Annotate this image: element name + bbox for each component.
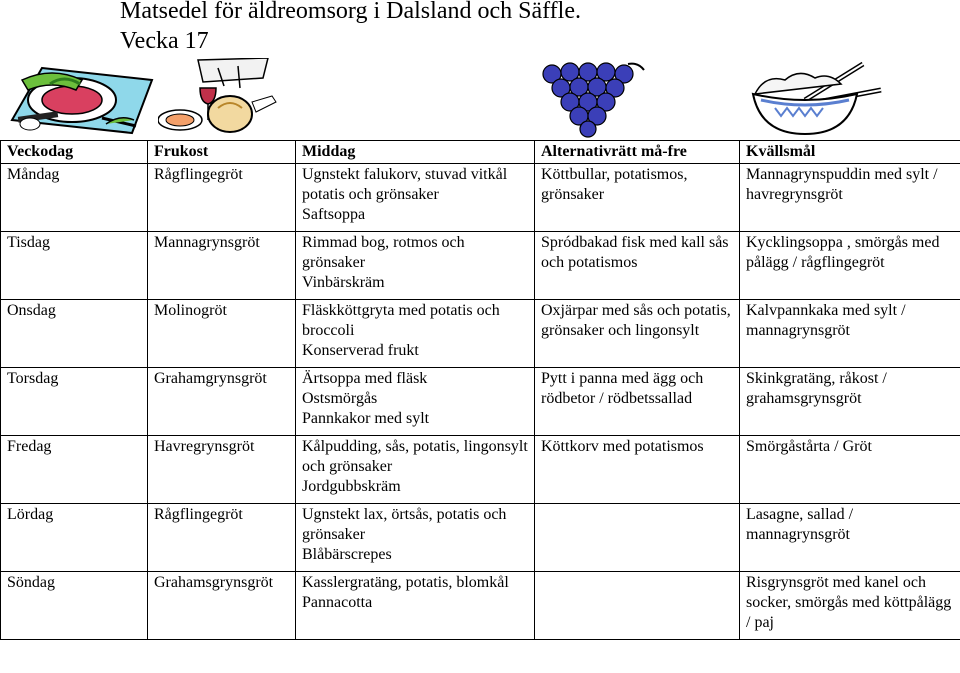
kvallsmal-cell: Kalvpannkaka med sylt / mannagrynsgröt bbox=[740, 300, 960, 368]
wine-dinner-clipart-icon bbox=[158, 58, 283, 136]
alternativ-cell: Spródbakad fisk med kall sås och potatismos bbox=[535, 232, 740, 300]
frukost-cell: Havregrynsgröt bbox=[148, 436, 296, 504]
middag-line: Vinbärskräm bbox=[302, 274, 385, 291]
middag-cell bbox=[296, 436, 535, 504]
day-cell: Torsdag bbox=[1, 368, 148, 436]
kvallsmal-cell: Risgrynsgröt med kanel och socker, smörgås med köttpålägg / paj bbox=[740, 572, 960, 640]
middag-cell bbox=[296, 300, 535, 368]
table-row bbox=[1, 300, 960, 368]
kvallsmal-cell: Lasagne, sallad / mannagrynsgröt bbox=[740, 504, 960, 572]
middag-cell bbox=[296, 504, 535, 572]
kvallsmal-cell: Mannagrynspuddin med sylt / havregrynsgröt bbox=[740, 164, 960, 232]
middag-line: Pannkakor med sylt bbox=[302, 410, 430, 427]
table-row bbox=[1, 232, 960, 300]
rice-bowl-chopsticks-icon bbox=[745, 60, 885, 138]
table-row bbox=[1, 572, 960, 640]
frukost-cell: Mannagrynsgröt bbox=[148, 232, 296, 300]
middag-line: Ugnstekt lax, örtsås, potatis och grönsaker bbox=[302, 506, 507, 543]
table-row bbox=[1, 368, 960, 436]
day-cell: Tisdag bbox=[1, 232, 148, 300]
alternativ-cell: Oxjärpar med sås och potatis, grönsaker och lingonsylt bbox=[535, 300, 740, 368]
middag-line: Rimmad bog, rotmos och grönsaker bbox=[302, 234, 465, 271]
food-plate-clipart-icon bbox=[2, 58, 162, 136]
middag-line: Ostsmörgås bbox=[302, 390, 378, 407]
day-cell: Söndag bbox=[1, 572, 148, 640]
frukost-cell: Rågflingegröt bbox=[148, 164, 296, 232]
header-frukost: Frukost bbox=[148, 141, 296, 164]
title-line-2: Vecka 17 bbox=[120, 28, 209, 54]
middag-line: Pannacotta bbox=[302, 594, 373, 611]
kvallsmal-cell: Skinkgratäng, råkost / grahamsgrynsgröt bbox=[740, 368, 960, 436]
title-line-1: Matsedel för äldreomsorg i Dalsland och Säffle. bbox=[120, 0, 581, 24]
day-cell: Onsdag bbox=[1, 300, 148, 368]
table-row bbox=[1, 436, 960, 504]
grapes-clipart-icon bbox=[538, 60, 648, 138]
middag-line: Fläskköttgryta med potatis och broccoli bbox=[302, 302, 500, 339]
kvallsmal-cell: Kycklingsoppa , smörgås med pålägg / rågflingegröt bbox=[740, 232, 960, 300]
middag-line: Ugnstekt falukorv, stuvad vitkål potatis och grönsaker bbox=[302, 166, 508, 203]
middag-cell bbox=[296, 572, 535, 640]
middag-line: Kasslergratäng, potatis, blomkål bbox=[302, 574, 509, 591]
header-middag: Middag bbox=[296, 141, 535, 164]
table-row bbox=[1, 164, 960, 232]
middag-line: Konserverad frukt bbox=[302, 342, 419, 359]
alternativ-cell bbox=[535, 572, 740, 640]
middag-line: Ärtsoppa med fläsk bbox=[302, 370, 428, 387]
middag-line: Kålpudding, sås, potatis, lingonsylt och grönsaker bbox=[302, 438, 528, 475]
header-veckodag: Veckodag bbox=[1, 141, 148, 164]
frukost-cell: Grahamgrynsgröt bbox=[148, 368, 296, 436]
middag-cell bbox=[296, 164, 535, 232]
day-cell: Fredag bbox=[1, 436, 148, 504]
header-kvallsmal: Kvällsmål bbox=[740, 141, 960, 164]
table-row bbox=[1, 504, 960, 572]
middag-line: Blåbärscrepes bbox=[302, 546, 392, 563]
frukost-cell: Grahamsgrynsgröt bbox=[148, 572, 296, 640]
middag-line: Saftsoppa bbox=[302, 206, 366, 223]
day-cell: Lördag bbox=[1, 504, 148, 572]
alternativ-cell: Köttbullar, potatismos, grönsaker bbox=[535, 164, 740, 232]
page-title bbox=[120, 0, 581, 56]
header-alternativratt: Alternativrätt må-fre bbox=[535, 141, 740, 164]
middag-line: Jordgubbskräm bbox=[302, 478, 401, 495]
alternativ-cell: Pytt i panna med ägg och rödbetor / rödbetssallad bbox=[535, 368, 740, 436]
day-cell: Måndag bbox=[1, 164, 148, 232]
frukost-cell: Molinogröt bbox=[148, 300, 296, 368]
middag-cell bbox=[296, 232, 535, 300]
middag-cell bbox=[296, 368, 535, 436]
menu-table bbox=[0, 140, 960, 640]
kvallsmal-cell: Smörgåstårta / Gröt bbox=[740, 436, 960, 504]
alternativ-cell: Köttkorv med potatismos bbox=[535, 436, 740, 504]
header-row bbox=[1, 141, 960, 164]
alternativ-cell bbox=[535, 504, 740, 572]
frukost-cell: Rågflingegröt bbox=[148, 504, 296, 572]
